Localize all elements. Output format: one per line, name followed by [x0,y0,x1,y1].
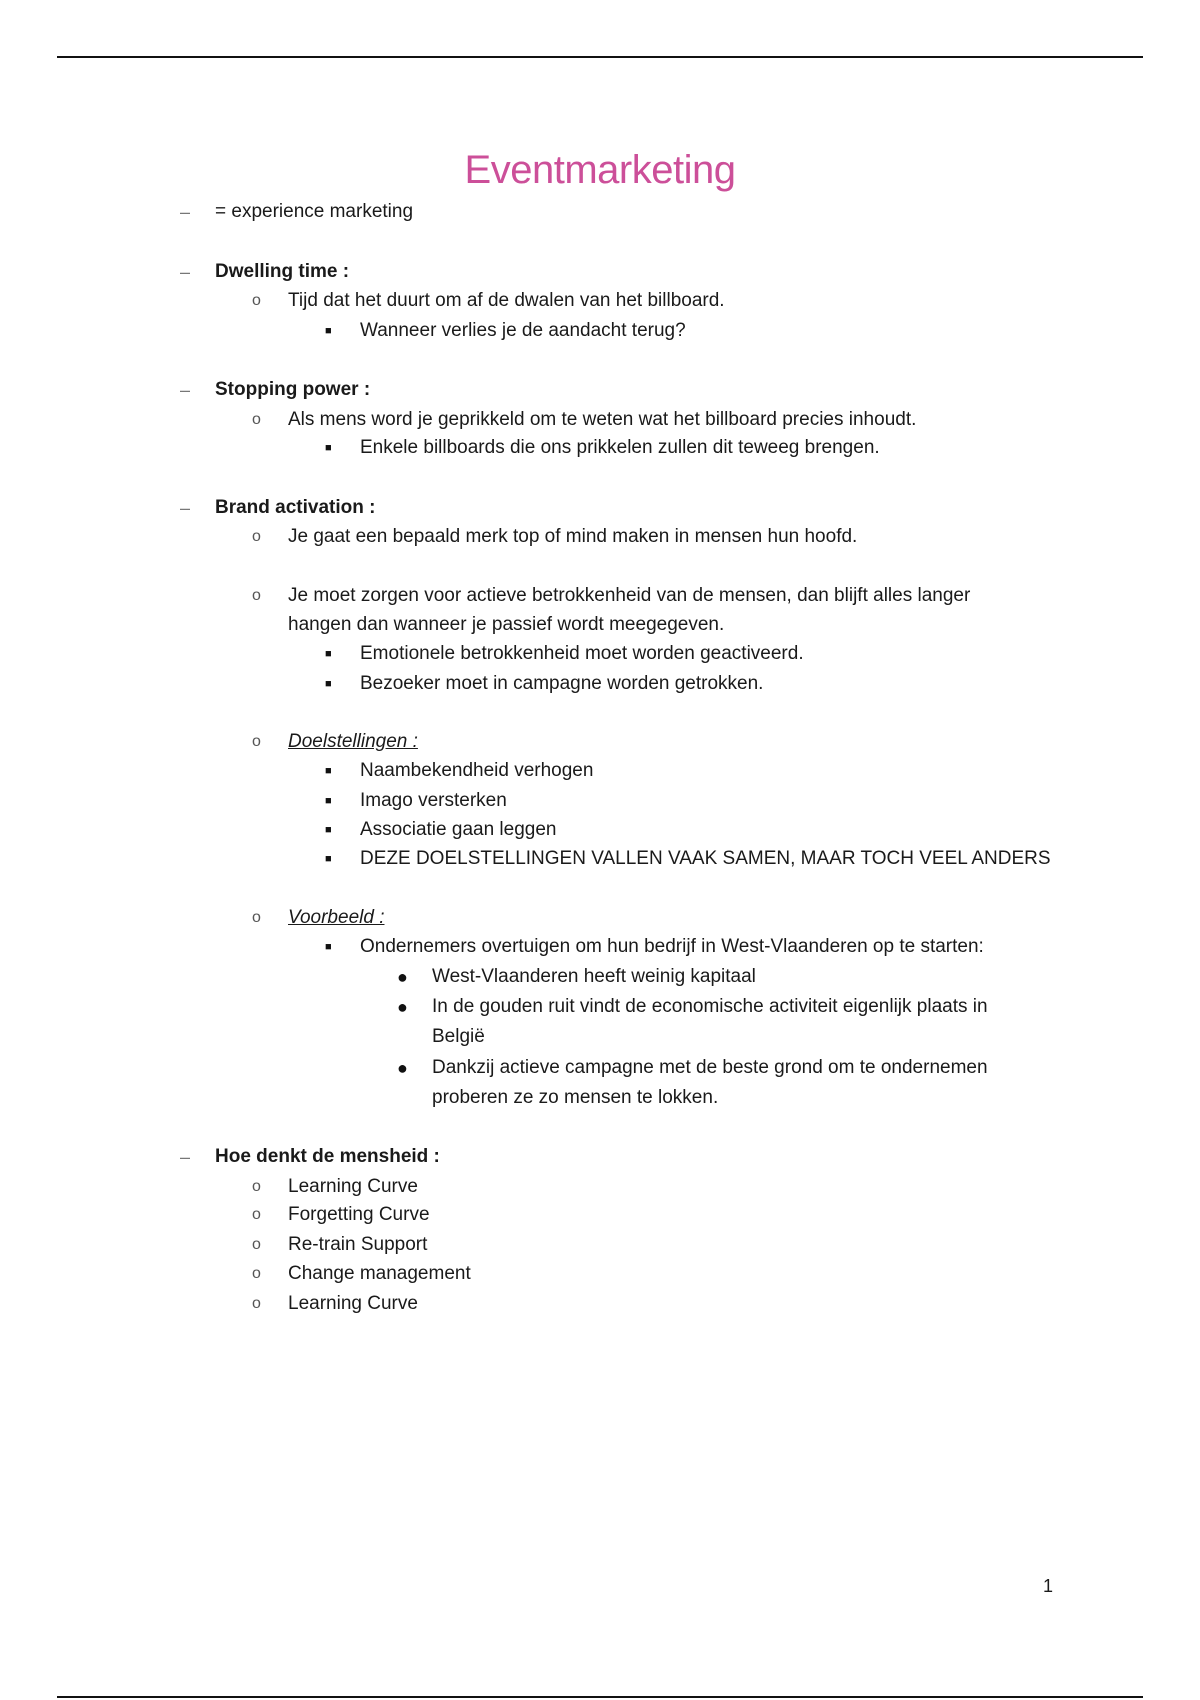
page-number: 1 [1043,1576,1054,1596]
example-bullet: Dankzij actieve campagne met de beste grond om te ondernemen [432,1057,988,1078]
circle-bullet: o [252,292,261,309]
dwelling-subpoint: Wanneer verlies je de aandacht terug? [360,320,686,341]
goal-item: DEZE DOELSTELLINGEN VALLEN VAAK SAMEN, MAAR TOCH VEEL ANDERS [360,848,1051,869]
dash-marker: – [180,498,191,518]
circle-bullet: o [252,1178,261,1195]
circle-bullet: o [252,1265,261,1282]
square-bullet: ■ [325,648,332,660]
brand-point-2-line-2: hangen dan wanneer je passief wordt meegegeven. [288,614,725,635]
example-bullet-continued: België [432,1026,485,1047]
square-bullet: ■ [325,325,332,337]
stopping-point: Als mens word je geprikkeld om te weten wat het billboard precies inhoudt. [288,409,917,430]
square-bullet: ■ [325,853,332,865]
example-bullet-continued: proberen ze zo mensen te lokken. [432,1087,719,1108]
circle-bullet: o [252,528,261,545]
example-bullet: In de gouden ruit vindt de economische activiteit eigenlijk plaats in [432,996,988,1017]
dash-marker: – [180,202,191,222]
section-heading-humanity: Hoe denkt de mensheid : [215,1146,440,1167]
brand-point-2-line-1: Je moet zorgen voor actieve betrokkenheid van de mensen, dan blijft alles langer [288,585,971,606]
brand-point-1: Je gaat een bepaald merk top of mind maken in mensen hun hoofd. [288,526,858,547]
example-point: Ondernemers overtuigen om hun bedrijf in West-Vlaanderen op te starten: [360,936,984,957]
dot-bullet: ● [397,997,408,1017]
goals-label: Doelstellingen : [288,731,418,752]
dash-marker: – [180,262,191,282]
circle-bullet: o [252,909,261,926]
goal-item: Naambekendheid verhogen [360,760,594,781]
brand-point-2-sub: Emotionele betrokkenheid moet worden geactiveerd. [360,643,804,664]
square-bullet: ■ [325,442,332,454]
humanity-item: Forgetting Curve [288,1204,430,1225]
section-heading-dwelling: Dwelling time : [215,261,350,282]
section-heading-brand: Brand activation : [215,497,376,518]
page-title: Eventmarketing [464,148,736,192]
circle-bullet: o [252,1236,261,1253]
humanity-item: Learning Curve [288,1176,418,1197]
dash-marker: – [180,380,191,400]
section-heading-stopping: Stopping power : [215,379,371,400]
page-bottom-rule [57,1696,1143,1698]
circle-bullet: o [252,1206,261,1223]
humanity-item: Re-train Support [288,1234,428,1255]
square-bullet: ■ [325,824,332,836]
intro-text: = experience marketing [215,201,414,222]
circle-bullet: o [252,733,261,750]
square-bullet: ■ [325,765,332,777]
brand-point-2-sub: Bezoeker moet in campagne worden getrokken. [360,673,764,694]
square-bullet: ■ [325,941,332,953]
goal-item: Imago versterken [360,790,507,811]
dash-marker: – [180,1147,191,1167]
page-top-rule [57,56,1143,58]
square-bullet: ■ [325,795,332,807]
stopping-subpoint: Enkele billboards die ons prikkelen zullen dit teweeg brengen. [360,437,880,458]
square-bullet: ■ [325,678,332,690]
dot-bullet: ● [397,1058,408,1078]
circle-bullet: o [252,411,261,428]
humanity-item: Learning Curve [288,1293,418,1314]
circle-bullet: o [252,587,261,604]
example-label: Voorbeeld : [288,907,385,928]
example-bullet: West-Vlaanderen heeft weinig kapitaal [432,966,756,987]
dot-bullet: ● [397,967,408,987]
humanity-item: Change management [288,1263,471,1284]
goal-item: Associatie gaan leggen [360,819,557,840]
dwelling-point: Tijd dat het duurt om af de dwalen van het billboard. [288,290,725,311]
circle-bullet: o [252,1295,261,1312]
